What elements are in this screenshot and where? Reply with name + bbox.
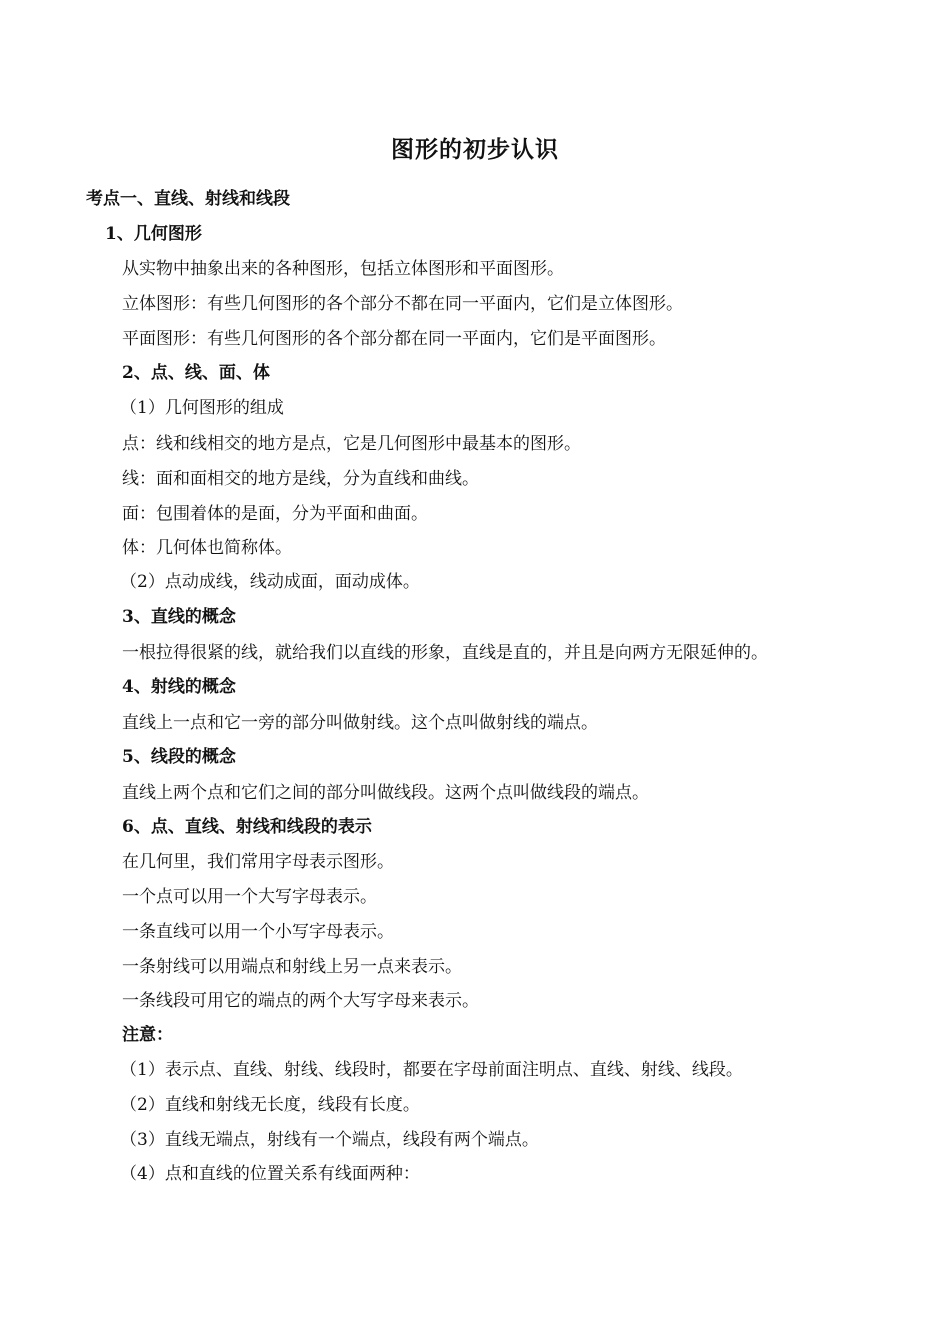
note-item: （4）点和直线的位置关系有线面两种： xyxy=(120,1164,420,1184)
paragraph: 体：几何体也简称体。 xyxy=(122,538,292,558)
paragraph: 立体图形：有些几何图形的各个部分不都在同一平面内，它们是立体图形。 xyxy=(122,294,683,314)
paragraph: 平面图形：有些几何图形的各个部分都在同一平面内，它们是平面图形。 xyxy=(122,329,666,349)
paragraph: 面：包围着体的是面，分为平面和曲面。 xyxy=(122,504,428,524)
paragraph: 一条线段可用它的端点的两个大写字母来表示。 xyxy=(122,991,479,1011)
paragraph: 在几何里，我们常用字母表示图形。 xyxy=(122,852,394,872)
paragraph: （1）几何图形的组成 xyxy=(120,398,284,418)
subsection-heading: 5、线段的概念 xyxy=(122,747,236,767)
paragraph: 线：面和面相交的地方是线，分为直线和曲线。 xyxy=(122,469,479,489)
note-item: （2）直线和射线无长度，线段有长度。 xyxy=(120,1095,420,1115)
paragraph: 点：线和线相交的地方是点，它是几何图形中最基本的图形。 xyxy=(122,434,581,454)
section-heading: 考点一、直线、射线和线段 xyxy=(86,189,290,209)
paragraph: 一条射线可以用端点和射线上另一点来表示。 xyxy=(122,957,462,977)
subsection-heading: 6、点、直线、射线和线段的表示 xyxy=(122,817,372,837)
subsection-heading: 1、几何图形 xyxy=(105,224,202,244)
paragraph: 直线上一点和它一旁的部分叫做射线。这个点叫做射线的端点。 xyxy=(122,713,598,733)
subsection-heading: 4、射线的概念 xyxy=(122,677,236,697)
paragraph: （2）点动成线，线动成面，面动成体。 xyxy=(120,572,420,592)
note-item: （1）表示点、直线、射线、线段时，都要在字母前面注明点、直线、射线、线段。 xyxy=(120,1060,743,1080)
document-title: 图形的初步认识 xyxy=(391,136,559,163)
subsection-heading: 2、点、线、面、体 xyxy=(122,363,270,383)
paragraph: 一根拉得很紧的线，就给我们以直线的形象，直线是直的，并且是向两方无限延伸的。 xyxy=(122,643,768,663)
note-item: （3）直线无端点，射线有一个端点，线段有两个端点。 xyxy=(120,1130,539,1150)
paragraph: 从实物中抽象出来的各种图形，包括立体图形和平面图形。 xyxy=(122,259,564,279)
paragraph: 一条直线可以用一个小写字母表示。 xyxy=(122,922,394,942)
subsection-heading: 3、直线的概念 xyxy=(122,607,236,627)
paragraph: 一个点可以用一个大写字母表示。 xyxy=(122,887,377,907)
paragraph: 直线上两个点和它们之间的部分叫做线段。这两个点叫做线段的端点。 xyxy=(122,783,649,803)
note-heading: 注意： xyxy=(122,1025,173,1045)
